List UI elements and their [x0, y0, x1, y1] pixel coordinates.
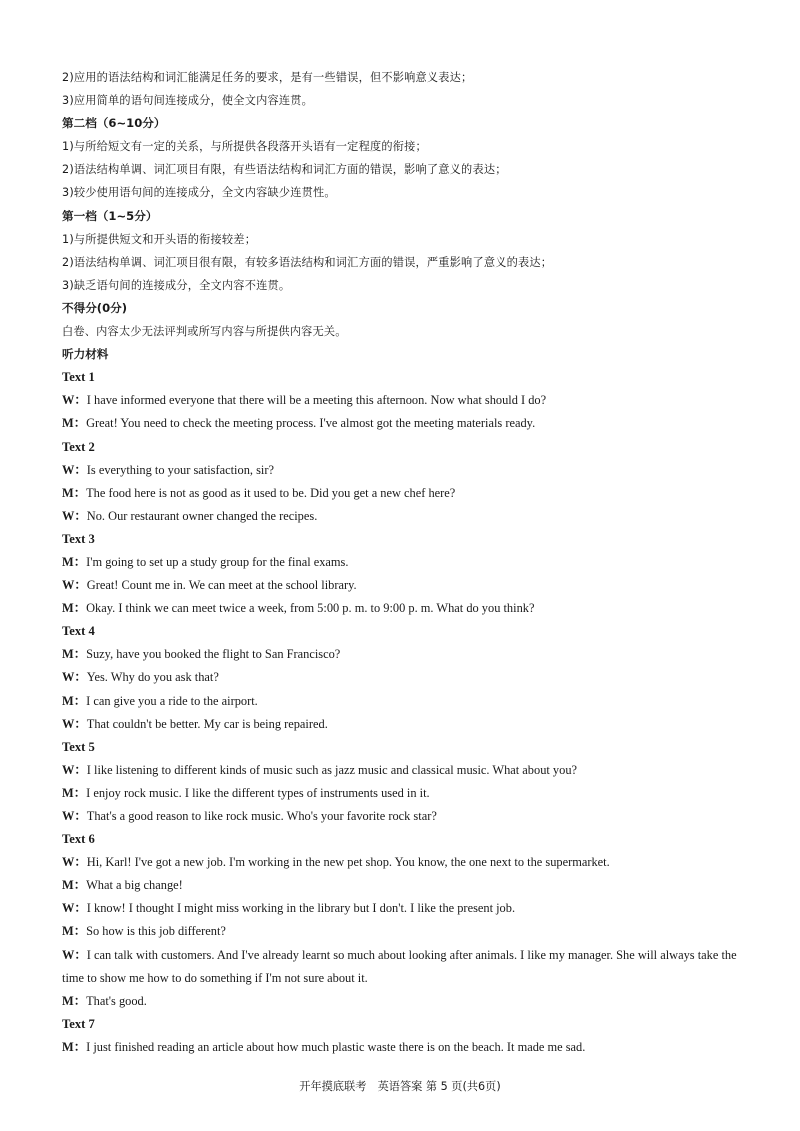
dialogue-text: So how is this job different? [86, 924, 226, 939]
speaker-label: W： [62, 462, 87, 477]
dialogue-text: I just finished reading an article about how much plastic waste there is on the beach. It made me sad. [86, 1039, 586, 1054]
speaker-label: W： [62, 578, 87, 593]
dialogue-text: I enjoy rock music. I like the different types of instruments used in it. [86, 785, 430, 800]
zero-score-heading: 不得分(0分) [62, 300, 128, 315]
dialogue-text: The food here is not as good as it used to be. Did you get a new chef here? [86, 485, 456, 500]
dialogue-line [62, 851, 760, 874]
dialogue-line [62, 874, 760, 897]
criteria-item: 3)应用简单的语句间连接成分，使全文内容连贯。 [62, 94, 314, 108]
speaker-label: M： [62, 485, 87, 500]
dialogue-text: I know! I thought I might miss working in the library but I don't. I like the present job. [86, 901, 516, 916]
tier1-heading: 第一档（1~5分） [62, 208, 158, 223]
criteria-item: 1)与所给短文有一定的关系，与所提供各段落开头语有一定程度的衔接； [62, 140, 427, 154]
listening-heading: 听力材料 [62, 347, 109, 362]
dialogue-line [62, 643, 760, 666]
speaker-label: M： [62, 416, 87, 431]
text-heading: Text 4 [62, 624, 95, 639]
criteria-item: 3)缺乏语句间的连接成分，全文内容不连贯。 [62, 278, 291, 292]
dialogue-text: Great! Count me in. We can meet at the school library. [86, 578, 357, 593]
dialogue-text: That's good. [86, 993, 147, 1008]
speaker-label: W： [62, 947, 87, 962]
dialogue-text: That's a good reason to like rock music. Who's your favorite rock star? [86, 809, 437, 823]
dialogue-line [62, 459, 760, 482]
dialogue-line [62, 990, 760, 1013]
dialogue-text: I like listening to different kinds of music such as jazz music and classical music. What about you? [86, 762, 578, 777]
speaker-label: W： [62, 809, 87, 823]
speaker-label: M： [62, 601, 87, 616]
dialogue-text: No. Our restaurant owner changed the recipes. [86, 508, 318, 523]
dialogue-line [62, 759, 760, 782]
speaker-label: W： [62, 762, 87, 777]
speaker-label: W： [62, 393, 87, 408]
dialogue-text: I have informed everyone that there will be a meeting this afternoon. Now what should I do? [86, 393, 547, 408]
speaker-label: M： [62, 785, 87, 800]
speaker-label: W： [62, 670, 87, 685]
dialogue-line [62, 412, 760, 435]
dialogue-text: That couldn't be better. My car is being repaired. [86, 716, 328, 731]
dialogue-text: Great! You need to check the meeting process. I've almost got the meeting materials ready. [86, 416, 536, 431]
dialogue-line [62, 944, 760, 990]
text-heading: Text 2 [62, 439, 95, 454]
text-heading: Text 6 [62, 832, 95, 847]
listening-transcripts [62, 366, 760, 1059]
dialogue-text: Yes. Why do you ask that? [86, 670, 219, 685]
dialogue-text: What a big change! [86, 878, 183, 893]
text-heading: Text 3 [62, 531, 95, 546]
text-heading: Text 7 [62, 1016, 95, 1031]
dialogue-text: Is everything to your satisfaction, sir? [86, 462, 274, 477]
criteria-item: 2)语法结构单调、词汇项目很有限，有较多语法结构和词汇方面的错误，严重影响了意义的表达； [62, 255, 553, 269]
dialogue-text: Suzy, have you booked the flight to San Francisco? [86, 647, 341, 662]
criteria-item: 3)较少使用语句间的连接成分，全文内容缺少连贯性。 [62, 186, 336, 200]
dialogue-line [62, 782, 760, 805]
dialogue-line [62, 1036, 760, 1059]
zero-score-text: 白卷、内容太少无法评判或所写内容与所提供内容无关。 [62, 325, 347, 339]
speaker-label: M： [62, 693, 87, 708]
speaker-label: M： [62, 878, 87, 893]
dialogue-line [62, 805, 760, 828]
speaker-label: M： [62, 993, 87, 1008]
dialogue-line [62, 551, 760, 574]
dialogue-text: I'm going to set up a study group for the final exams. [86, 554, 349, 569]
speaker-label: W： [62, 901, 87, 916]
dialogue-line [62, 597, 760, 620]
criteria-item: 1)与所提供短文和开头语的衔接较差； [62, 232, 257, 246]
dialogue-line [62, 505, 760, 528]
speaker-label: M： [62, 1039, 87, 1054]
speaker-label: M： [62, 554, 87, 569]
criteria-item: 2)应用的语法结构和词汇能满足任务的要求，是有一些错误，但不影响意义表达； [62, 71, 473, 84]
dialogue-text: I can talk with customers. And I've already learnt so much about looking after animals. I like my manager. She will always take the time to show me how to do something if I'm not sure about it. [62, 947, 737, 985]
text-heading: Text 1 [62, 370, 95, 385]
speaker-label: W： [62, 508, 87, 523]
criteria-item: 2)语法结构单调、词汇项目有限，有些语法结构和词汇方面的错误，影响了意义的表达； [62, 163, 507, 177]
dialogue-line [62, 897, 760, 920]
dialogue-text: I can give you a ride to the airport. [86, 693, 258, 708]
tier2-heading: 第二档（6~10分） [62, 116, 166, 131]
dialogue-line [62, 482, 760, 505]
dialogue-line [62, 666, 760, 689]
speaker-label: W： [62, 716, 87, 731]
dialogue-text: Okay. I think we can meet twice a week, from 5:00 p. m. to 9:00 p. m. What do you think? [86, 601, 535, 616]
speaker-label: M： [62, 924, 87, 939]
dialogue-text: Hi, Karl! I've got a new job. I'm working in the new pet shop. You know, the one next to the supermarket. [86, 855, 610, 870]
dialogue-line [62, 574, 760, 597]
dialogue-line [62, 713, 760, 736]
speaker-label: W： [62, 855, 87, 870]
page-footer: 开年摸底联考 英语答案 第 5 页(共6页) [299, 1080, 501, 1093]
dialogue-line [62, 690, 760, 713]
dialogue-line [62, 389, 760, 412]
text-heading: Text 5 [62, 739, 95, 754]
dialogue-line [62, 920, 760, 943]
speaker-label: M： [62, 647, 87, 662]
